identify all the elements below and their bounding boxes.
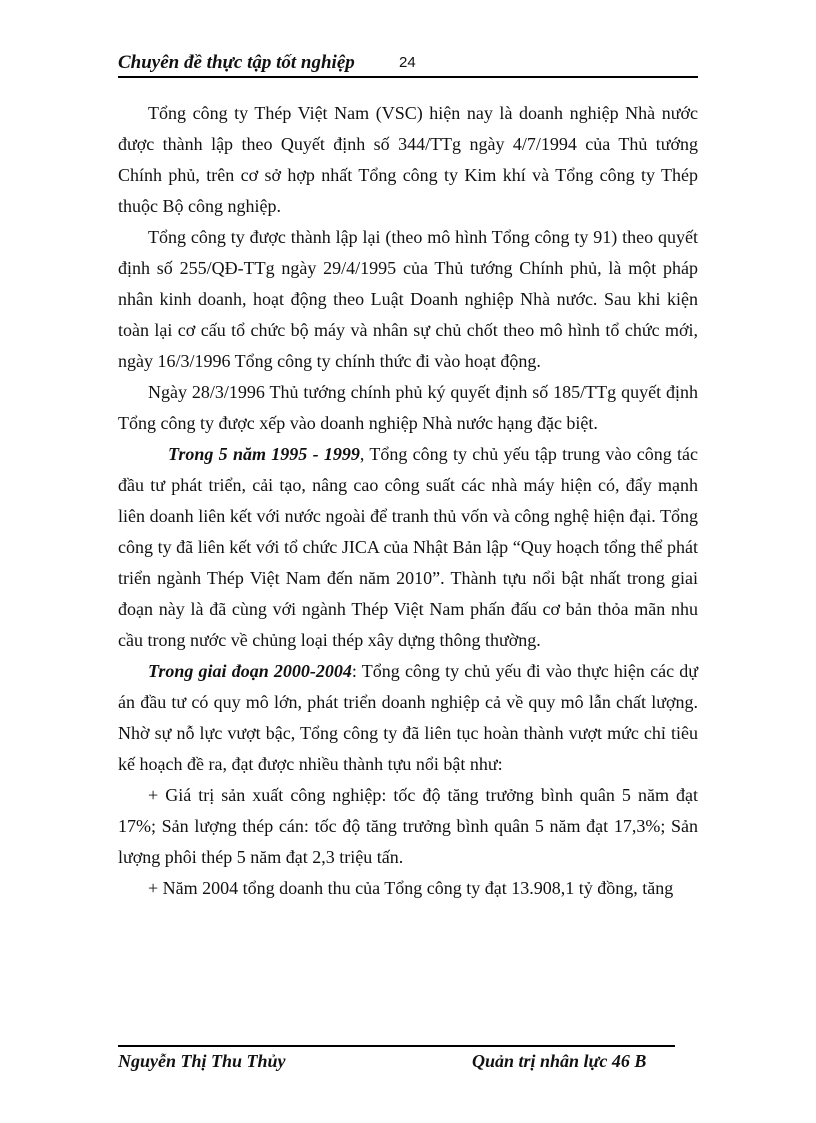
paragraph-text: + Giá trị sản xuất công nghiệp: tốc độ tăng trưởng bình quân 5 năm đạt 17%; Sản lượng thép cán: tốc độ tăng trưởng bình quân 5 năm đạt 17,3%; Sản lượng phôi thép 5 năm đạt 2,3 triệu tấn. — [118, 785, 698, 867]
paragraph-text: Tổng công ty được thành lập lại (theo mô hình Tổng công ty 91) theo quyết định số 255/QĐ-TTg ngày 29/4/1995 của Thủ tướng Chính phủ, là một pháp nhân kinh doanh, hoạt động theo Luật Doanh nghiệp Nhà nước. Sau khi kiện toàn lại cơ cấu tổ chức bộ máy và nhân sự chủ chốt theo mô hình tổ chức mới, ngày 16/3/1996 Tổng công ty chính thức đi vào hoạt động. — [118, 227, 698, 371]
paragraph-text: , Tổng công ty chủ yếu tập trung vào công tác đầu tư phát triển, cải tạo, nâng cao công suất các nhà máy hiện có, đẩy mạnh liên doanh liên kết với nước ngoài để tranh thủ vốn và công nghệ hiện đại. Tổng công ty đã liên kết với tổ chức JICA của Nhật Bản lập “Quy hoạch tổng thể phát triển ngành Thép Việt Nam đến năm 2010”. Thành tựu nổi bật nhất trong giai đoạn này là đã cùng với ngành Thép Việt Nam phấn đấu cơ bản thỏa mãn nhu cầu trong nước về chủng loại thép xây dựng thông thường. — [118, 444, 698, 650]
page-header — [118, 52, 698, 78]
footer-course: Quản trị nhân lực 46 B — [472, 1051, 647, 1071]
paragraph-reestablishment — [118, 222, 698, 377]
document-title: Chuyên đề thực tập tốt nghiệp — [118, 52, 355, 73]
paragraph-lead: Trong 5 năm 1995 - 1999 — [168, 444, 360, 464]
footer-divider — [118, 1045, 675, 1047]
paragraph-text: Ngày 28/3/1996 Thủ tướng chính phủ ký quyết định số 185/TTg quyết định Tổng công ty được xếp vào doanh nghiệp Nhà nước hạng đặc biệt. — [118, 382, 698, 433]
page-number: 24 — [399, 54, 416, 71]
paragraph-text: Tổng công ty Thép Việt Nam (VSC) hiện nay là doanh nghiệp Nhà nước được thành lập theo Quyết định số 344/TTg ngày 4/7/1994 của Thủ tướng Chính phủ, trên cơ sở hợp nhất Tổng công ty Kim khí và Tổng công ty Thép thuộc Bộ công nghiệp. — [118, 103, 698, 216]
paragraph-2000-2004 — [118, 656, 698, 780]
paragraph-production-growth — [118, 780, 698, 873]
paragraph-special-class — [118, 377, 698, 439]
paragraph-lead: Trong giai đoạn 2000-2004 — [148, 661, 352, 681]
document-body — [118, 98, 698, 904]
header-divider — [118, 76, 698, 78]
footer-author: Nguyễn Thị Thu Thủy — [118, 1051, 286, 1071]
paragraph-text: + Năm 2004 tổng doanh thu của Tổng công ty đạt 13.908,1 tỷ đồng, tăng — [148, 878, 674, 898]
paragraph-1995-1999 — [118, 439, 698, 656]
paragraph-text: : Tổng công ty chủ yếu đi vào thực hiện các dự án đầu tư có quy mô lớn, phát triển doanh nghiệp cả về quy mô lẫn chất lượng. Nhờ sự nỗ lực vượt bậc, Tổng công ty đã liên tục hoàn thành vượt mức chỉ tiêu kế hoạch đề ra, đạt được nhiều thành tựu nổi bật như: — [118, 661, 698, 774]
paragraph-revenue-2004 — [118, 873, 698, 904]
paragraph-vsc-intro — [118, 98, 698, 222]
